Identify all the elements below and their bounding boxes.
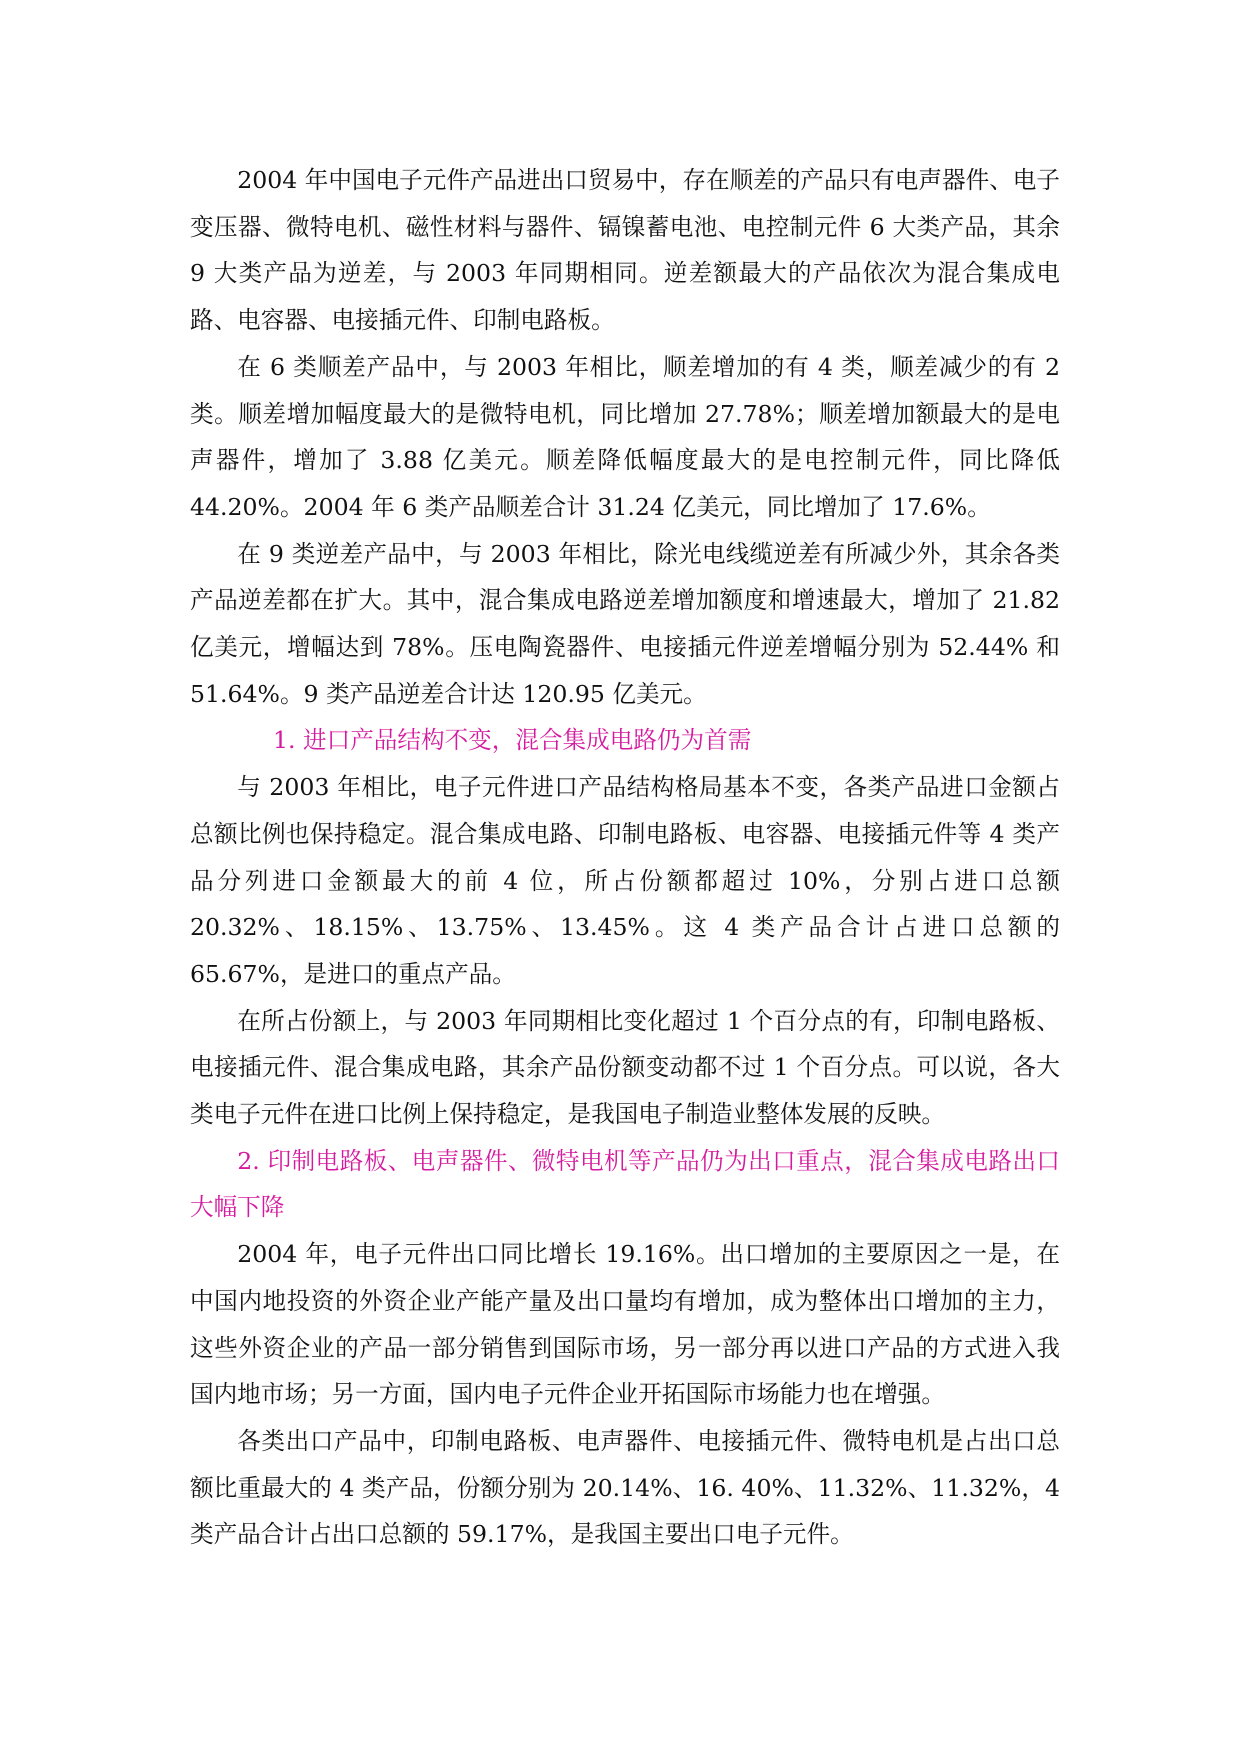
section-heading-import: 1. 进口产品结构不变，混合集成电路仍为首需 [273,726,752,755]
paragraph-import-structure: 与 2003 年相比，电子元件进口产品结构格局基本不变，各类产品进口金额占总额比例也保持稳定。混合集成电路、印制电路板、电容器、电接插元件等 4 类产品分列进口金额最大的前 4 位，所占份额都超过 10%，分别占进口总额 20.32%、18.15%、13.75%、13.45%。这 4 类产品合计占进口总额的 65.67%，是进口的重点产品。 [190,773,1060,988]
paragraph-export-share: 各类出口产品中，印制电路板、电声器件、电接插元件、微特电机是占出口总额比重最大的 4 类产品，份额分别为 20.14%、16. 40%、11.32%、11.32%，4 类产品合计占出口总额的 59.17%，是我国主要出口电子元件。 [190,1426,1060,1549]
paragraph-export-growth: 2004 年，电子元件出口同比增长 19.16%。出口增加的主要原因之一是，在中国内地投资的外资企业产能产量及出口量均有增加，成为整体出口增加的主力，这些外资企业的产品一部分销售到国际市场，另一部分再以进口产品的方式进入我国内地市场；另一方面，国内电子元件企业开拓国际市场能力也在增强。 [190,1240,1060,1409]
paragraph-trade-overview: 2004 年中国电子元件产品进出口贸易中，存在顺差的产品只有电声器件、电子变压器、微特电机、磁性材料与器件、镉镍蓄电池、电控制元件 6 大类产品，其余 9 大类产品为逆差，与 2003 年同期相同。逆差额最大的产品依次为混合集成电路、电容器、电接插元件、印制电路板。 [190,166,1060,335]
document-body [190,157,1060,1558]
paragraph-surplus-products: 在 6 类顺差产品中，与 2003 年相比，顺差增加的有 4 类，顺差减少的有 2 类。顺差增加幅度最大的是微特电机，同比增加 27.78%；顺差增加额最大的是电声器件，增加了 3.88 亿美元。顺差降低幅度最大的是电控制元件，同比降低 44.20%。2004 年 6 类产品顺差合计 31.24 亿美元，同比增加了 17.6%。 [190,352,1060,521]
section-heading-export: 2. 印制电路板、电声器件、微特电机等产品仍为出口重点，混合集成电路出口大幅下降 [190,1146,1060,1222]
paragraph-deficit-products: 在 9 类逆差产品中，与 2003 年相比，除光电线缆逆差有所减少外，其余各类产品逆差都在扩大。其中，混合集成电路逆差增加额度和增速最大，增加了 21.82 亿美元，增幅达到 78%。压电陶瓷器件、电接插元件逆差增幅分别为 52.44% 和 51.64%。9 类产品逆差合计达 120.95 亿美元。 [190,539,1060,708]
paragraph-import-share: 在所占份额上，与 2003 年同期相比变化超过 1 个百分点的有，印制电路板、电接插元件、混合集成电路，其余产品份额变动都不过 1 个百分点。可以说，各大类电子元件在进口比例上保持稳定，是我国电子制造业整体发展的反映。 [190,1006,1060,1129]
